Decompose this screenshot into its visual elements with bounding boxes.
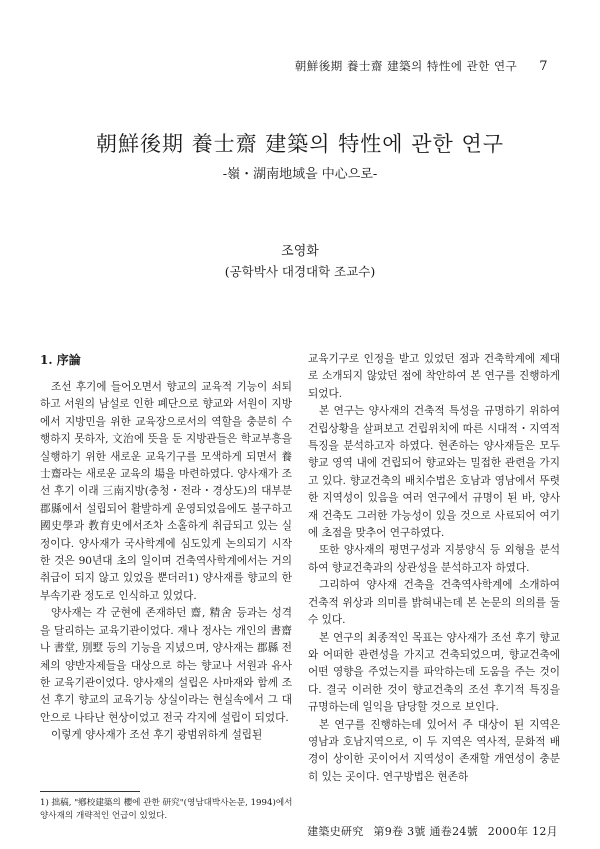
page-number: 7 (539, 59, 548, 74)
journal-footer (301, 823, 558, 839)
paragraph: 또한 양사재의 평면구성과 지붕양식 등 외형을 분석하여 향교건축과의 상관성을 분석하고자 하였다. (308, 544, 560, 574)
running-head-title: 朝鮮後期 養士齋 建築의 特性에 관한 연구 (294, 59, 518, 73)
author-affiliation: (공학박사 대경대학 조교수) (224, 264, 376, 279)
paragraph: 이렇게 양사재가 조선 후기 광범위하게 설립된 (51, 729, 263, 742)
paragraph: 조선 후기에 들어오면서 향교의 교육적 기능이 쇠퇴하고 서원의 남설로 인한 폐단으로 향교와 서원이 지방에서 지방민을 위한 교육장으로서의 역할을 충분히 수행하지 못하자, 文治에 뜻을 둔 지방관들은 학교부흥을 실행하기 위한 새로운 교육기구를 모색하게 되면서 養士齋라는 새로운 교육의 場을 마련하였다. 양사재가 조선 후기 이래 三南지방(충청・전라・경상도)의 대부분 郡縣에서 설립되어 활발하게 운영되었음에도 불구하고 國史學과 教育史에서조차 소홀하게 취급되고 있는 실정이다. 양사재가 국사학계에 심도있게 논의되기 시작한 것은 90년대 초의 일이며 건축역사학계에서는 거의 취급이 되지 않고 있었을 뿐더러1) 양사재를 향교의 한 부속기관 정도로 인식하고 있었다. (40, 381, 292, 602)
paper-subtitle: -嶺・湖南地域을 中心으로- (222, 167, 378, 182)
journal-volume: 第9卷 3號 通卷24號 (373, 825, 478, 838)
paragraph: 본 연구의 최종적인 목표는 양사재가 조선 후기 향교와 어떠한 관련성을 가지고 건축되었으며, 향교건축에 어떤 영향을 주었는지를 파악하는데 도움을 주는 것이다. 결국 이러한 것이 향교건축의 조선 후기적 특징을 규명하는데 일익을 담당할 것으로 보인다. (308, 631, 560, 714)
paper-title: 朝鮮後期 養士齋 建築의 特性에 관한 연구 (95, 132, 505, 156)
right-column (308, 351, 560, 786)
paragraph: 교육기구로 인정을 받고 있었던 점과 건축학계에 제대로 소개되지 않았던 점에 착안하여 본 연구를 진행하게 되었다. (308, 353, 560, 400)
footnote: 1) 拙稿, "鄕校建築의 櫻에 관한 研究"(영남대박사논문, 1994)에서 양사재의 개략적인 언급이 있었다. (40, 798, 293, 821)
paragraph: 본 연구는 양사재의 건축적 특성을 규명하기 위하여 건립상황을 살펴보고 건립위치에 따른 시대적・지역적 특징을 분석하고자 하였다. 현존하는 양사재들은 모두 향교 영역 내에 건립되어 향교와는 밀접한 관련을 가지고 있다. 향교건축의 배치수법은 호남과 영남에서 뚜렷한 지역성이 있음을 여러 연구에서 규명이 된 바, 양사재 건축도 그러한 가능성이 있을 것으로 사료되어 여기에 초점을 맞추어 연구하였다. (308, 405, 560, 540)
section-heading: 1. 序論 (40, 353, 81, 367)
running-head (295, 58, 548, 74)
paragraph: 그리하여 양사재 건축을 건축역사학계에 소개하여 건축적 위상과 의미를 밝혀내는데 본 논문의 의의를 둘 수 있다. (308, 579, 560, 627)
journal-date: 2000年 12月 (487, 825, 558, 838)
author-name: 조영화 (281, 244, 319, 259)
paragraph: 본 연구를 진행하는데 있어서 주 대상이 된 지역은 영남과 호남지역으로, 이 두 지역은 역사적, 문화적 배경이 상이한 곳이어서 지역성이 존재할 개연성이 충분히 있는 곳이다. 연구방법은 현존하 (308, 718, 560, 783)
journal-name: 建築史研究 (307, 825, 364, 838)
paragraph: 양사재는 각 군현에 존재하던 齋, 精舍 등과는 성격을 달리하는 교육기관이었다. 재나 정사는 개인의 書齋나 書堂, 別墅 등의 기능을 지녔으며, 양사재는 郡縣 전체의 양반자제들을 대상으로 하는 향교나 서원과 유사한 교육기관이었다. 양사재의 설립은 사마재와 함께 조선 후기 향교의 교육기능 상실이라는 현실속에서 그 대안으로 나타난 현상이었고 전국 각지에 설립이 되었다. (40, 607, 292, 724)
footnote-divider (40, 791, 140, 792)
left-column (40, 350, 292, 745)
